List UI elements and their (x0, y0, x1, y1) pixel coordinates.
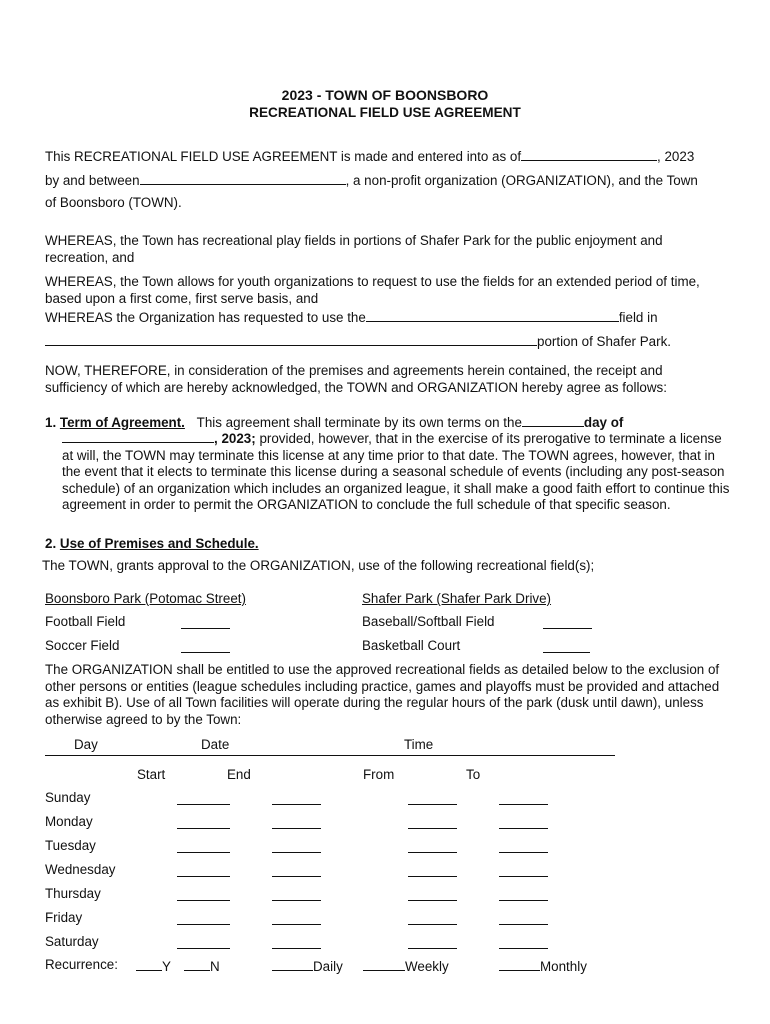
section-1-number: 1. (45, 415, 57, 430)
football-field-checkbox[interactable] (181, 628, 230, 629)
recurrence-weekly (363, 957, 449, 974)
intro-text-d: , a non-profit organization (ORGANIZATION), and the Town (345, 173, 698, 188)
schedule-to-field[interactable] (499, 924, 548, 925)
soccer-field-label: Soccer Field (45, 638, 120, 653)
document-title: 2023 - TOWN OF BOONSBORO (281, 87, 489, 103)
section-2-text: The TOWN, grants approval to the ORGANIZATION, use of the following recreational field(s); (42, 558, 595, 573)
recurrence-daily-field[interactable] (272, 957, 313, 971)
section-2-number: 2. (45, 536, 57, 551)
intro-line-1 (45, 147, 694, 164)
now-therefore-clause: NOW, THEREFORE, in consideration of the premises and agreements herein contained, the receipt and sufficiency of which are hereby acknowledged, the TOWN and ORGANIZATION hereby agree as follows: (45, 363, 667, 395)
termination-day-field[interactable] (522, 413, 584, 427)
recurrence-weekly-field[interactable] (363, 957, 405, 971)
schedule-from-field[interactable] (408, 804, 457, 805)
col-time-header: Time (404, 737, 434, 752)
whereas-3-text-a: WHEREAS the Organization has requested to use the (45, 310, 366, 325)
recurrence-no-label: N (210, 959, 220, 974)
basketball-court-checkbox[interactable] (543, 652, 590, 653)
requested-field-input[interactable] (366, 308, 619, 322)
intro-line-2 (45, 171, 698, 188)
schedule-to-field[interactable] (499, 828, 548, 829)
recurrence-yes-field[interactable] (136, 957, 162, 971)
recurrence-daily (272, 957, 343, 974)
termination-month-field[interactable] (62, 429, 214, 443)
schedule-to-field[interactable] (499, 852, 548, 853)
recurrence-monthly-label: Monthly (540, 959, 587, 974)
section-1-body (62, 429, 732, 514)
schedule-end-field[interactable] (272, 900, 321, 901)
football-field-label: Football Field (45, 614, 126, 629)
schedule-to-field[interactable] (499, 948, 548, 949)
recurrence-monthly-field[interactable] (499, 957, 540, 971)
organization-name-field[interactable] (140, 171, 346, 185)
schedule-from-field[interactable] (408, 828, 457, 829)
schedule-end-field[interactable] (272, 876, 321, 877)
col-start-header: Start (137, 767, 166, 782)
schedule-to-field[interactable] (499, 804, 548, 805)
col-day-header: Day (74, 737, 98, 752)
section-2-heading: Use of Premises and Schedule. (59, 536, 259, 551)
schedule-end-field[interactable] (272, 924, 321, 925)
section-1-heading: Term of Agreement. (59, 415, 185, 430)
shafer-park-heading: Shafer Park (Shafer Park Drive) (362, 591, 552, 606)
boonsboro-park-heading: Boonsboro Park (Potomac Street) (45, 591, 246, 606)
intro-text-a: This RECREATIONAL FIELD USE AGREEMENT is made and entered into as of (45, 149, 522, 164)
schedule-to-field[interactable] (499, 900, 548, 901)
schedule-start-field[interactable] (177, 900, 230, 901)
intro-text-b: , 2023 (657, 149, 695, 164)
agreement-date-field[interactable] (521, 147, 657, 161)
recurrence-monthly (499, 957, 587, 974)
schedule-day-label: Tuesday (45, 838, 96, 853)
section-1-text-d: provided, however, that in the exercise of its prerogative to terminate a license at will, the TOWN may terminate this license at any time prior to that date. The TOWN agrees, however, that in the event that it elects to terminate this license during a seasonal schedule of events (including any post-season schedule) of an organization which includes an organized league, it shall make a good faith effort to continue this agreement in order to permit the ORGANIZATION to conclude the full schedule of that specific season. (62, 431, 730, 512)
section-2-header (45, 536, 259, 551)
schedule-from-field[interactable] (408, 948, 457, 949)
schedule-from-field[interactable] (408, 924, 457, 925)
col-from-header: From (363, 767, 395, 782)
schedule-end-field[interactable] (272, 948, 321, 949)
section-1-year: , 2023; (214, 431, 256, 446)
col-end-header: End (227, 767, 251, 782)
whereas-clause-1: WHEREAS, the Town has recreational play fields in portions of Shafer Park for the public enjoyment and recreation, and (45, 233, 663, 265)
recurrence-weekly-label: Weekly (405, 959, 449, 974)
recurrence-yes (136, 957, 171, 974)
section-1-header (45, 413, 623, 430)
schedule-end-field[interactable] (272, 828, 321, 829)
recurrence-no-field[interactable] (184, 957, 210, 971)
soccer-field-checkbox[interactable] (181, 652, 230, 653)
schedule-start-field[interactable] (177, 924, 230, 925)
whereas-clause-2: WHEREAS, the Town allows for youth organizations to request to use the fields for an extended period of time, based upon a first come, first serve basis, and (45, 274, 700, 306)
schedule-to-field[interactable] (499, 876, 548, 877)
schedule-from-field[interactable] (408, 876, 457, 877)
col-to-header: To (466, 767, 481, 782)
recurrence-yes-label: Y (162, 959, 171, 974)
whereas-4-text: portion of Shafer Park. (537, 334, 671, 349)
basketball-court-label: Basketball Court (362, 638, 461, 653)
schedule-day-label: Saturday (45, 934, 99, 949)
schedule-start-field[interactable] (177, 804, 230, 805)
col-date-header: Date (201, 737, 230, 752)
baseball-field-label: Baseball/Softball Field (362, 614, 495, 629)
recurrence-label: Recurrence: (45, 957, 118, 972)
baseball-field-checkbox[interactable] (543, 628, 592, 629)
schedule-day-label: Wednesday (45, 862, 116, 877)
schedule-end-field[interactable] (272, 804, 321, 805)
schedule-start-field[interactable] (177, 852, 230, 853)
exclusive-use-text: The ORGANIZATION shall be entitled to use the approved recreational fields as detailed below to the exclusion of other persons or entities (league schedules including practice, games and playoffs must be provided and attached as exhibit B). Use of all Town facilities will operate during the regular hours of the park (dusk until dawn), unless otherwise agreed to by the Town: (45, 662, 720, 727)
park-portion-input[interactable] (45, 332, 537, 346)
schedule-day-label: Monday (45, 814, 93, 829)
schedule-header-rule (45, 755, 615, 756)
recurrence-no (184, 957, 220, 974)
document-subtitle: RECREATIONAL FIELD USE AGREEMENT (249, 105, 521, 120)
schedule-from-field[interactable] (408, 852, 457, 853)
whereas-clause-3 (45, 308, 658, 325)
schedule-day-label: Sunday (45, 790, 91, 805)
intro-text-c: by and between (45, 173, 140, 188)
recurrence-daily-label: Daily (313, 959, 343, 974)
schedule-day-label: Friday (45, 910, 83, 925)
schedule-end-field[interactable] (272, 852, 321, 853)
intro-line-3: of Boonsboro (TOWN). (45, 195, 182, 210)
schedule-day-label: Thursday (45, 886, 101, 901)
schedule-from-field[interactable] (408, 900, 457, 901)
schedule-start-field[interactable] (177, 876, 230, 877)
schedule-start-field[interactable] (177, 948, 230, 949)
section-1-text-a: This agreement shall terminate by its own terms on the (196, 415, 522, 430)
whereas-3-text-b: field in (618, 310, 658, 325)
whereas-clause-4 (45, 332, 671, 349)
section-1-text-b: day of (583, 415, 624, 430)
schedule-start-field[interactable] (177, 828, 230, 829)
